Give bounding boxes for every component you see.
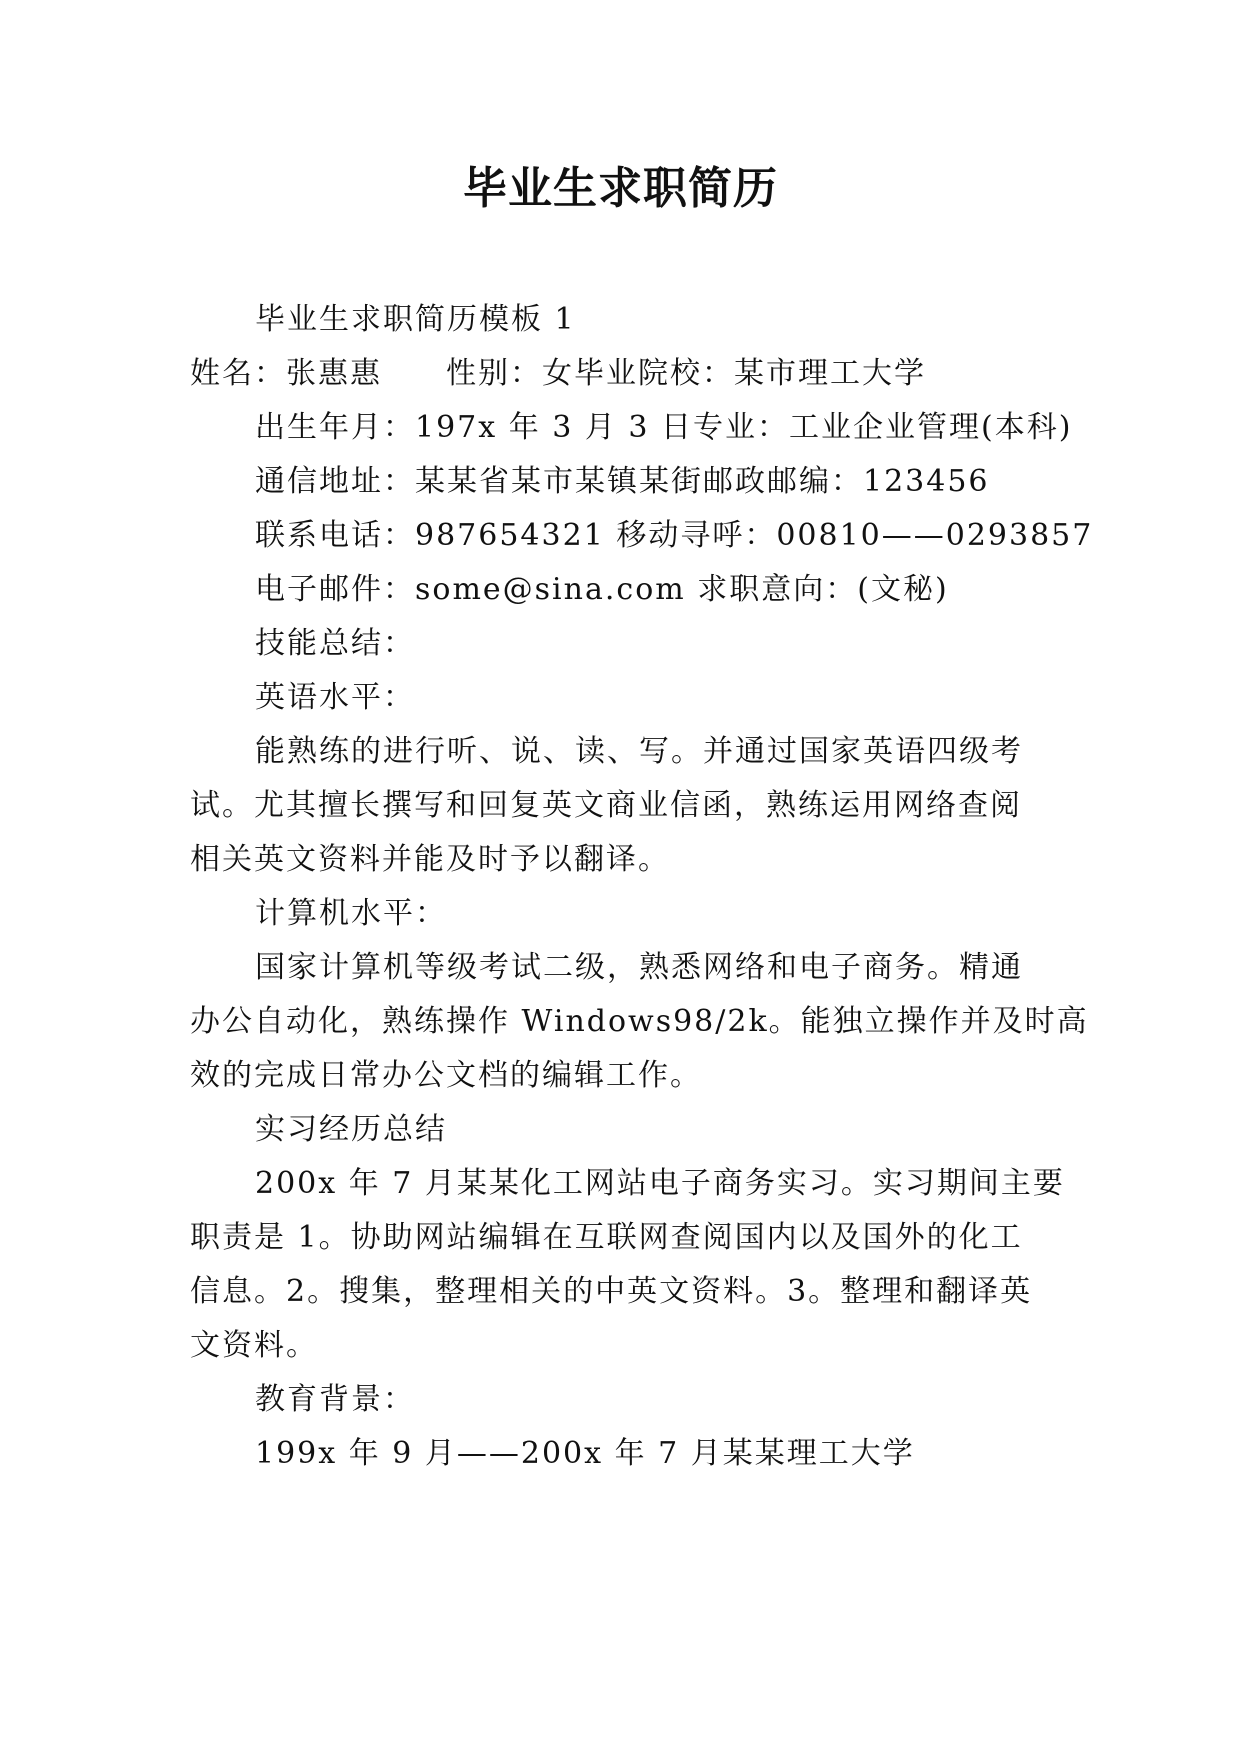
- english-body-line: 能熟练的进行听、说、读、写。并通过国家英语四级考: [255, 734, 1023, 769]
- gender-school-field: 性别：女毕业院校：某市理工大学: [446, 356, 926, 391]
- computer-heading: 计算机水平：: [255, 896, 447, 931]
- internship-body-line: 200x 年 7 月某某化工网站电子商务实习。实习期间主要: [255, 1166, 1065, 1201]
- template-subtitle: 毕业生求职简历模板 1: [255, 302, 576, 337]
- computer-body-line: 办公自动化，熟练操作 Windows98/2k。能独立操作并及时高: [190, 1004, 1089, 1039]
- email-line: 电子邮件：some@sina.com 求职意向：(文秘): [255, 572, 949, 607]
- page-title: 毕业生求职简历: [463, 163, 778, 214]
- internship-body-line: 职责是 1。协助网站编辑在互联网查阅国内以及国外的化工: [190, 1220, 1023, 1255]
- address-line: 通信地址：某某省某市某镇某街邮政邮编：123456: [255, 464, 990, 499]
- name-gender-school-line: [190, 354, 926, 394]
- name-field: 姓名：张惠惠: [190, 356, 382, 391]
- education-heading: 教育背景：: [255, 1382, 415, 1417]
- skills-heading: 技能总结：: [255, 626, 415, 661]
- internship-heading: 实习经历总结: [255, 1112, 447, 1147]
- english-heading: 英语水平：: [255, 680, 415, 715]
- phone-line: 联系电话：987654321 移动寻呼：00810——0293857: [255, 518, 1094, 553]
- english-body-line: 相关英文资料并能及时予以翻译。: [190, 842, 670, 877]
- education-line: 199x 年 9 月——200x 年 7 月某某理工大学: [255, 1436, 915, 1471]
- internship-body-line: 信息。2。搜集，整理相关的中英文资料。3。整理和翻译英: [190, 1274, 1033, 1309]
- internship-body-line: 文资料。: [190, 1328, 318, 1363]
- computer-body-line: 国家计算机等级考试二级，熟悉网络和电子商务。精通: [255, 950, 1023, 985]
- english-body-line: 试。尤其擅长撰写和回复英文商业信函，熟练运用网络查阅: [190, 788, 1022, 823]
- computer-body-line: 效的完成日常办公文档的编辑工作。: [190, 1058, 702, 1093]
- birth-major-line: 出生年月：197x 年 3 月 3 日专业：工业企业管理(本科): [255, 410, 1073, 445]
